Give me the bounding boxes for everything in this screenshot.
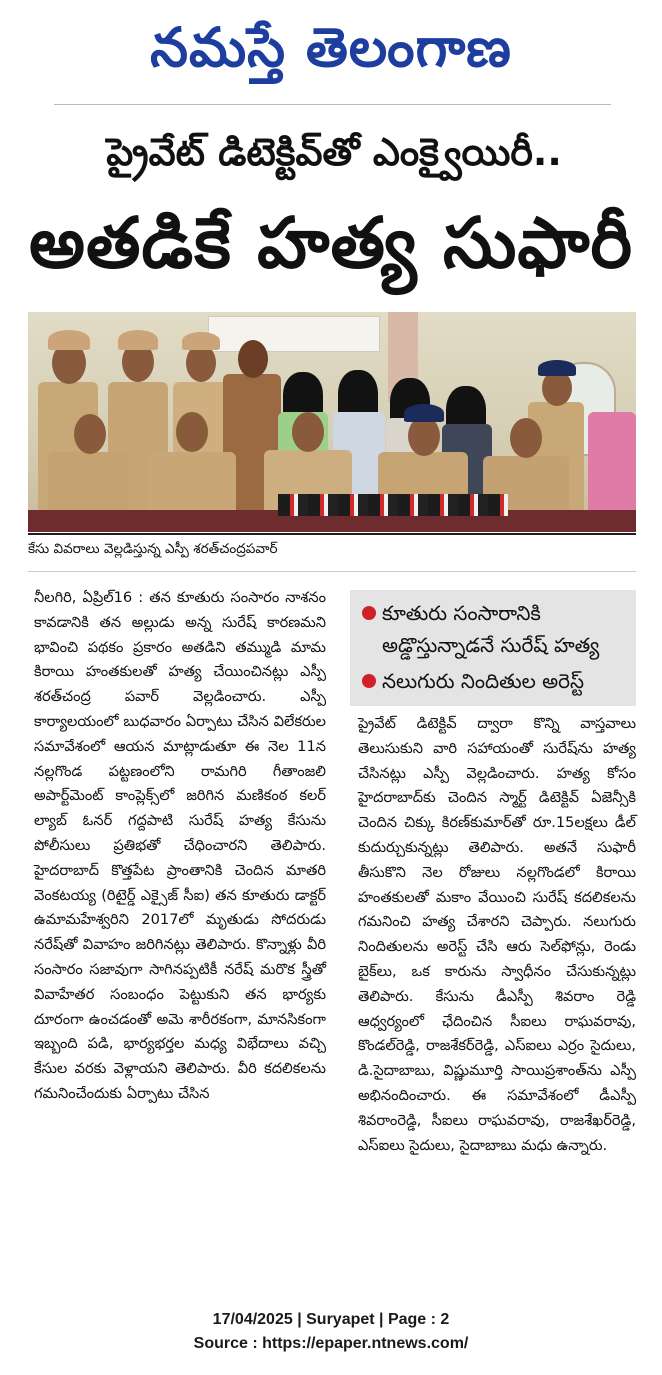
masthead-divider — [54, 104, 611, 105]
article-text-left: నీలగిరి, ఏప్రిల్16 : తన కూతురు సంసారం నాశనం కావడానికి తన అల్లుడు అన్న సురేష్ కారణమని భావించి పథకం ప్రకారం అతడిని తమ్ముడి మామ కిరాయి హంతకులతో హత్య చేయించినట్లు ఎస్పీ శరత్‌చంద్ర పవార్ వెల్లడించారు. ఎస్పీ కార్యాలయంలో బుధవారం ఏర్పాటు చేసిన విలేకరుల సమావేశంలో ఆయన మాట్లాడుతూ ఈ నెల 11న నల్లగొండ పట్టణంలోని రామగిరి గీతాంజలి అపార్ట్‌మెంట్ కాంప్లెక్స్‌లో జరిగిన మణికంఠ కలర్ ల్యాబ్ ఓనర్ గద్దపాటి సురేష్ హత్య కేసును పోలీసులు ప్రతిభతో చేధించారని తెలిపారు. హైదరాబాద్ కొత్తపేట ప్రాంతానికి చెందిన మాతరి వెంకటయ్య (రిటైర్డ్ ఎక్సైజ్ సీఐ) తన కూతురు డాక్టర్ ఉమామహేశ్వరిని 2017లో మృతుడు సోదరుడు నరేష్‌తో వివాహం జరిగినట్లు తెలిపారు. కొన్నాళ్లు వీరి సంసారం సజావుగా సాగినప్పటికీ నరేష్ మరొక స్త్రీతో వివాహేతర సంబంధం పెట్టుకుని తన భార్యకు దూరంగా ఉంచడంతో అమె శారీరకంగా, మానసికంగా ఇబ్బంది పడి, భార్యభర్తల మధ్య విభేదాలు వచ్చి కేసుల వరకు వెళ్లాయని తెలిపారు. వీరి కదలికలను గమనించేందుకు ఏర్పాటు చేసిన — [34, 589, 326, 1102]
article-divider — [28, 571, 636, 572]
photo-head — [74, 414, 106, 454]
photo-air-conditioner — [208, 316, 380, 352]
photo-head — [176, 412, 208, 452]
article-column-right — [358, 712, 636, 1278]
highlight-line: నలుగురు నిందితుల అరెస్ట్ — [382, 669, 585, 693]
photo-head — [408, 416, 440, 456]
red-bullet-icon — [362, 606, 376, 620]
caption-divider — [28, 533, 636, 535]
headline-kicker: ప్రైవేట్ డిటెక్టివ్‌తో ఎంక్వైయిరీ.. — [106, 130, 562, 174]
article-column-left — [34, 586, 326, 1290]
highlight-line: అడ్డొస్తున్నాడనే సురేష్ హత్య — [382, 633, 600, 657]
highlight-line: కూతురు సంసారానికి — [382, 601, 541, 625]
press-conference-photo — [28, 312, 636, 532]
photo-microphones — [278, 494, 508, 516]
photo-cap — [404, 404, 444, 422]
red-bullet-icon — [362, 674, 376, 688]
photo-cap — [182, 332, 220, 350]
photo-cap — [538, 360, 576, 376]
highlight-box — [350, 590, 636, 706]
photo-cap — [118, 330, 158, 350]
photo-caption: కేసు వివరాలు వెల్లడిస్తున్న ఎస్పీ శరత్‌చంద్రపవార్ — [28, 541, 278, 557]
photo-head — [292, 412, 324, 452]
headline-main: అతడికే హత్య సుఫారీ — [28, 202, 634, 284]
photo-cap — [48, 330, 90, 350]
photo-head — [238, 340, 268, 378]
article-text-right: ప్రైవేట్ డిటెక్టివ్ ద్వారా కొన్ని వాస్తవాలు తెలుసుకుని వారి సహాయంతో సురేష్‌ను హత్య చేసినట్లు ఎస్పీ వెల్లడించారు. హత్య కోసం హైదరాబాద్‌కు చెందిన స్మార్ట్ డిటెక్టివ్ ఏజెన్సీకి చెందిన చిక్కు కిరణ్‌కుమార్‌తో రూ.15లక్షలు డీల్ కుదుర్చుకున్నట్లు తెలిపారు. అతనే సుఫారీ తీసుకొని నెల రోజులు నల్లగొండలో కిరాయి హంతకులతో మకాం వేయించి సురేష్ కదలికలను గమనించి హత్య చేశారని చెప్పారు. నలుగురు నిందితులను అరెస్ట్ చేసి ఆరు సెల్‌ఫోన్లు, రెండు బైక్‌లు, ఒక కారును స్వాధీనం చేసుకున్నట్లు తెలిపారు. కేసును డీఎస్పీ శివరాం రెడ్డి ఆధ్వర్యంలో ఛేదించిన సీఐలు రాఘవరావు, కొండల్‌రెడ్డి, రాజశేకర్‌రెడ్డి, ఎస్ఐలు ఎర్రం సైదులు, డి.సైదాబాబు, విష్ణుమూర్తి సాయిప్రశాంత్‌ను ఎస్పీ అభినందించారు. ఈ సమావేశంలో డీఎస్పీ శివరాంరెడ్డి, సీఐలు రాఘవరావు, రాజశేఖర్‌రెడ్డి, ఎస్ఐలు సైదులు, సైదాబాబు మధు ఉన్నారు. — [358, 715, 636, 1154]
footer-date-line: 17/04/2025 | Suryapet | Page : 2 — [212, 1311, 450, 1328]
photo-head — [510, 418, 542, 458]
footer-source-link[interactable]: Source : https://epaper.ntnews.com/ — [193, 1335, 469, 1352]
masthead-logo: నమస్తే తెలంగాణ — [150, 15, 512, 79]
